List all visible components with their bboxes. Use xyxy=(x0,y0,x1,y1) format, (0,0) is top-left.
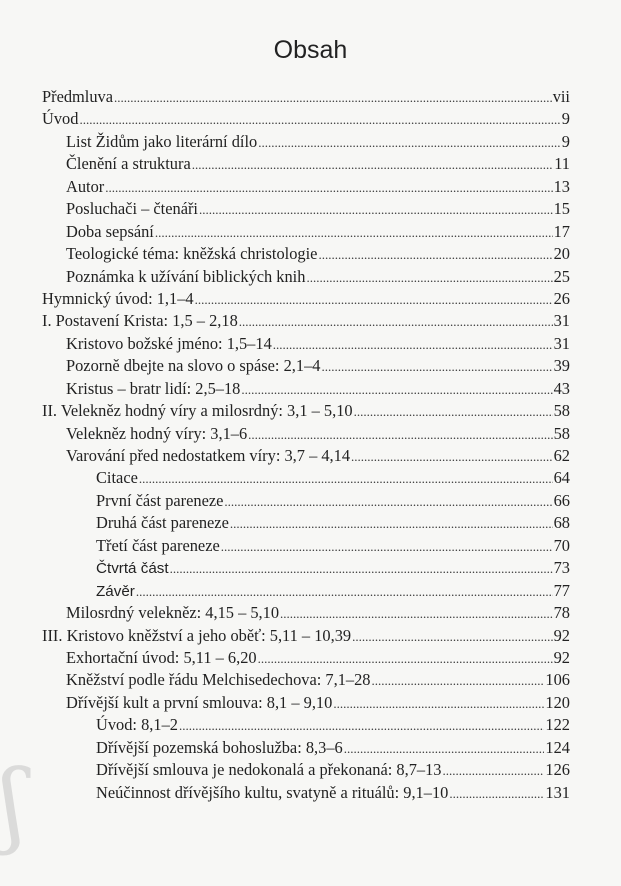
toc-entry xyxy=(42,647,570,669)
toc-entry xyxy=(42,782,570,804)
toc-entry-title: Dřívější kult a první smlouva: 8,1 – 9,10 xyxy=(66,692,333,712)
table-of-contents xyxy=(42,86,570,804)
toc-entry-title: Dřívější pozemská bohoslužba: 8,3–6 xyxy=(96,737,343,757)
dot-leader xyxy=(155,221,553,244)
toc-entry xyxy=(42,153,570,175)
toc-entry-page-number: 73 xyxy=(553,558,570,578)
toc-entry-page-number: 131 xyxy=(545,782,570,802)
toc-entry xyxy=(42,512,570,534)
dot-leader xyxy=(273,333,553,356)
toc-entry-page-number: 20 xyxy=(553,244,570,264)
toc-entry-page-number: 11 xyxy=(554,154,570,174)
dot-leader xyxy=(241,378,552,401)
toc-entry-title: Kristus – bratr lidí: 2,5–18 xyxy=(66,378,241,398)
toc-entry-page-number: 9 xyxy=(561,109,570,129)
toc-entry xyxy=(42,221,570,243)
toc-entry-title: Dřívější smlouva je nedokonalá a překonaná: 8,7–13 xyxy=(96,760,442,780)
toc-entry xyxy=(42,557,570,579)
toc-entry xyxy=(42,714,570,736)
toc-entry-title: Hymnický úvod: 1,1–4 xyxy=(42,288,194,308)
toc-entry xyxy=(42,310,570,332)
toc-entry-page-number: 106 xyxy=(545,670,570,690)
toc-entry-page-number: 15 xyxy=(553,199,570,219)
toc-entry-page-number: 78 xyxy=(553,603,570,623)
toc-entry-title: Členění a struktura xyxy=(66,154,191,174)
toc-entry-title: Milosrdný velekněz: 4,15 – 5,10 xyxy=(66,603,280,623)
toc-entry-title: Čtvrtá část xyxy=(96,560,169,578)
toc-entry-page-number: 58 xyxy=(553,423,570,443)
toc-entry-page-number: 62 xyxy=(553,446,570,465)
toc-entry-title: Neúčinnost dřívějšího kultu, svatyně a rituálů: 9,1–10 xyxy=(96,782,449,802)
toc-entry xyxy=(42,108,570,130)
toc-entry-page-number: 92 xyxy=(553,625,570,645)
dot-leader xyxy=(321,355,552,378)
toc-entry-page-number: 31 xyxy=(553,311,570,331)
toc-entry-title: Citace xyxy=(96,468,138,488)
toc-entry xyxy=(42,288,570,310)
toc-entry-title: Pozorně dbejte na slovo o spáse: 2,1–4 xyxy=(66,356,321,376)
toc-entry-title: Kněžství podle řádu Melchisedechova: 7,1–28 xyxy=(66,670,371,690)
toc-entry xyxy=(42,669,570,691)
dot-leader xyxy=(136,580,553,603)
toc-entry-title: Autor xyxy=(66,176,105,196)
toc-entry xyxy=(42,176,570,198)
dot-leader xyxy=(239,310,553,333)
toc-entry-page-number: 120 xyxy=(545,692,570,712)
toc-entry-page-number: 77 xyxy=(553,580,570,600)
toc-entry xyxy=(42,692,570,714)
dot-leader xyxy=(170,557,553,580)
toc-entry xyxy=(42,490,570,512)
toc-entry-title: Úvod: 8,1–2 xyxy=(96,715,178,735)
toc-entry xyxy=(42,445,570,467)
dot-leader xyxy=(221,535,553,558)
dot-leader xyxy=(372,669,545,692)
toc-entry-title: Poznámka k užívání biblických knih xyxy=(66,266,306,286)
toc-entry-page-number: 26 xyxy=(553,288,570,308)
watermark-logo-icon: ʃ xyxy=(0,750,25,857)
dot-leader xyxy=(280,602,553,625)
toc-entry-page-number: 58 xyxy=(553,401,570,421)
dot-leader xyxy=(333,692,544,715)
toc-entry xyxy=(42,131,570,153)
toc-entry-page-number: 25 xyxy=(553,266,570,286)
dot-leader xyxy=(449,782,544,805)
dot-leader xyxy=(306,266,552,289)
toc-entry-title: I. Postavení Krista: 1,5 – 2,18 xyxy=(42,311,238,331)
toc-entry-title: Velekněz hodný víry: 3,1–6 xyxy=(66,423,248,443)
toc-entry xyxy=(42,535,570,557)
dot-leader xyxy=(318,243,552,266)
dot-leader xyxy=(105,176,552,199)
toc-entry xyxy=(42,243,570,265)
dot-leader xyxy=(114,86,552,109)
toc-entry-title: Závěr xyxy=(96,582,135,600)
toc-entry xyxy=(42,602,570,624)
dot-leader xyxy=(351,445,553,468)
toc-entry-title: Předmluva xyxy=(42,87,114,106)
toc-entry xyxy=(42,737,570,759)
toc-entry-title: II. Velekněz hodný víry a milosrdný: 3,1 – 5,10 xyxy=(42,401,353,421)
toc-entry-page-number: 13 xyxy=(553,176,570,196)
toc-entry-page-number: 70 xyxy=(553,535,570,555)
dot-leader xyxy=(179,714,544,737)
dot-leader xyxy=(139,467,553,490)
dot-leader xyxy=(195,288,553,311)
toc-entry-title: Varování před nedostatkem víry: 3,7 – 4,14 xyxy=(66,446,351,465)
toc-entry xyxy=(42,333,570,355)
toc-entry xyxy=(42,467,570,489)
dot-leader xyxy=(344,737,545,760)
dot-leader xyxy=(248,423,552,446)
toc-entry-title: List Židům jako literární dílo xyxy=(66,131,258,151)
toc-entry xyxy=(42,355,570,377)
toc-entry xyxy=(42,266,570,288)
toc-entry-title: III. Kristovo kněžství a jeho oběť: 5,11 – 10,39 xyxy=(42,625,352,645)
dot-leader xyxy=(258,131,561,154)
dot-leader xyxy=(354,400,553,423)
toc-entry-page-number: 43 xyxy=(553,378,570,398)
dot-leader xyxy=(224,490,552,513)
toc-entry-page-number: 17 xyxy=(553,221,570,241)
toc-entry-title: Druhá část pareneze xyxy=(96,513,229,533)
dot-leader xyxy=(352,625,553,648)
dot-leader xyxy=(199,198,553,221)
toc-entry-page-number: 124 xyxy=(545,737,570,757)
toc-entry-page-number: 39 xyxy=(553,356,570,376)
toc-entry-page-number: vii xyxy=(552,87,570,106)
toc-entry-page-number: 68 xyxy=(553,513,570,533)
toc-entry xyxy=(42,198,570,220)
toc-entry-title: Teologické téma: kněžská christologie xyxy=(66,244,318,264)
toc-entry-page-number: 122 xyxy=(545,715,570,735)
dot-leader xyxy=(442,759,544,782)
toc-entry-page-number: 64 xyxy=(553,468,570,488)
toc-entry-title: Exhortační úvod: 5,11 – 6,20 xyxy=(66,647,257,667)
toc-entry xyxy=(42,759,570,781)
dot-leader xyxy=(230,512,553,535)
toc-entry xyxy=(42,580,570,602)
page-title: Obsah xyxy=(273,36,348,64)
toc-entry xyxy=(42,86,570,108)
toc-entry-page-number: 31 xyxy=(553,333,570,353)
toc-entry-title: Posluchači – čtenáři xyxy=(66,199,198,219)
toc-entry-page-number: 9 xyxy=(561,131,570,151)
toc-entry-title: Kristovo božské jméno: 1,5–14 xyxy=(66,333,272,353)
toc-entry-title: Třetí část pareneze xyxy=(96,535,220,555)
dot-leader xyxy=(79,108,560,131)
toc-entry-title: Úvod xyxy=(42,109,79,129)
toc-entry xyxy=(42,378,570,400)
toc-entry-title: První část pareneze xyxy=(96,490,224,510)
toc-entry-page-number: 66 xyxy=(553,490,570,510)
dot-leader xyxy=(192,153,553,176)
toc-entry xyxy=(42,423,570,445)
dot-leader xyxy=(258,647,553,670)
toc-entry xyxy=(42,625,570,647)
toc-entry-page-number: 126 xyxy=(545,760,570,780)
toc-entry-page-number: 92 xyxy=(553,647,570,667)
toc-entry xyxy=(42,400,570,422)
toc-entry-title: Doba sepsání xyxy=(66,221,154,241)
